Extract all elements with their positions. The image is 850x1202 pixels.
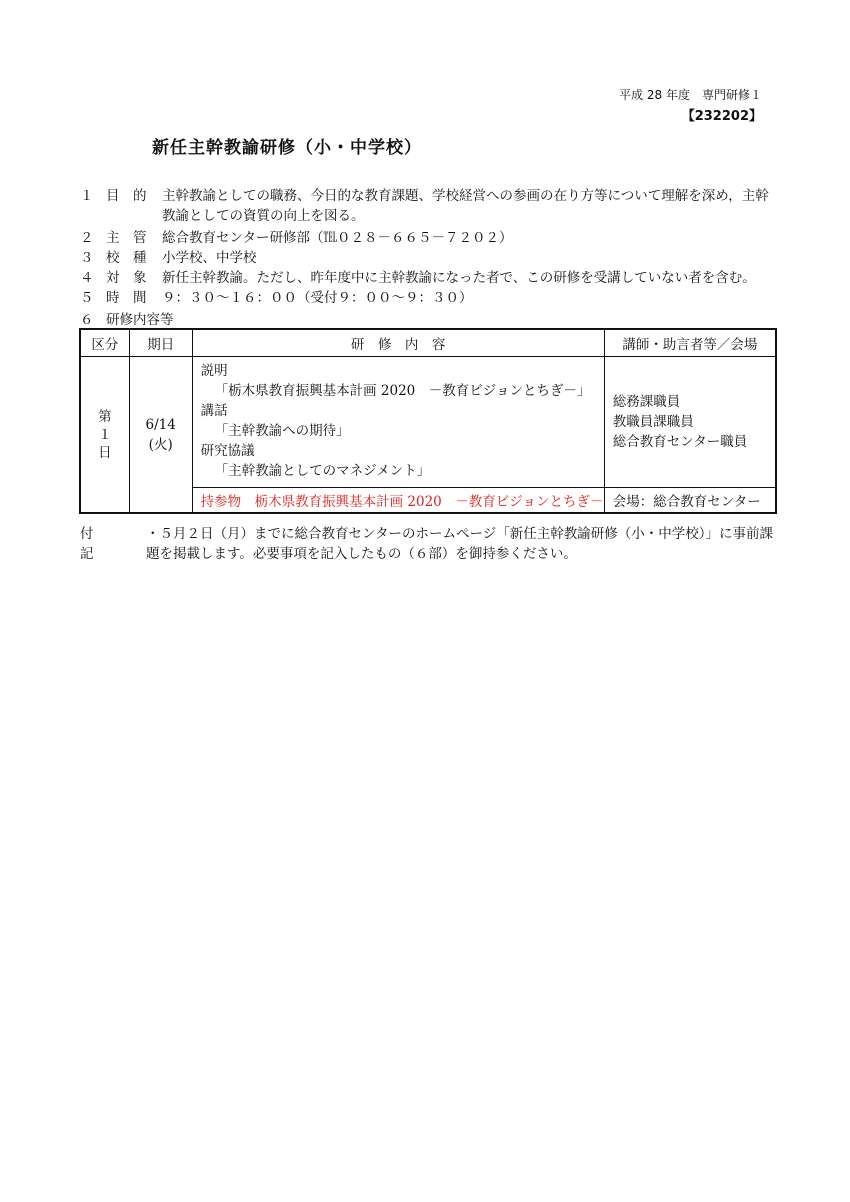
note-label: 付 記 <box>80 526 131 562</box>
item-text: 新任主幹教諭。ただし、昨年度中に主幹教諭になった者で、この研修を受講していない者を含む。 <box>162 270 756 286</box>
item-text: 主幹教諭としての職務、今日的な教育課題、学校経営への参画の在り方等について理解を深め，主幹教諭としての資質の向上を図る。 <box>162 188 769 224</box>
content-detail: 「栃木県教育振興基本計画 2020 －教育ビジョンとちぎ－」 <box>214 383 591 399</box>
item-label: 主 管 <box>106 230 147 246</box>
division-cell <box>80 357 129 514</box>
header-course-code: 【232202】 <box>681 109 762 124</box>
header-year-label: 平成 28 年度 専門研修１ <box>619 88 762 102</box>
item-number: １ <box>80 188 94 204</box>
lecturer-item: 総務課職員 <box>612 394 681 410</box>
content-heading: 研究協議 <box>200 443 255 459</box>
content-heading: 講話 <box>200 403 228 419</box>
content-heading: 説明 <box>200 363 228 379</box>
item-label: 研修内容等 <box>106 312 174 328</box>
header-content: 研 修 内 容 <box>192 329 604 357</box>
lecturer-item: 総合教育センター職員 <box>612 434 748 450</box>
schedule-table <box>79 328 777 514</box>
division-char: 日 <box>98 444 112 461</box>
item-time <box>80 288 780 308</box>
header-division: 区分 <box>80 329 129 357</box>
item-number: ４ <box>80 270 94 286</box>
item-text: ９：３０～１６：００（受付９：００～９：３０） <box>162 290 473 306</box>
item-number: ５ <box>80 290 94 306</box>
header-lecturers: 講師・助言者等／会場 <box>604 329 776 357</box>
table-row <box>80 357 776 488</box>
lecturer-item: 教職員課職員 <box>612 414 694 430</box>
item-label: 時 間 <box>106 290 147 306</box>
item-number: ２ <box>80 230 94 246</box>
venue-text: 会場：総合教育センター <box>604 488 776 514</box>
item-school-type <box>80 248 780 268</box>
weekday-value: (火) <box>148 436 173 453</box>
table-header-row <box>80 329 776 357</box>
content-detail: 「主幹教諭としてのマネジメント」 <box>214 463 431 479</box>
item-purpose <box>80 186 780 226</box>
header-date: 期日 <box>129 329 192 357</box>
content-detail: 「主幹教諭への期待」 <box>214 423 350 439</box>
content-cell <box>192 357 604 488</box>
item-number: ６ <box>80 312 94 328</box>
date-cell <box>129 357 192 514</box>
date-value: 6/14 <box>145 416 176 433</box>
page-title: 新任主幹教諭研修（小・中学校） <box>152 138 422 158</box>
note-text: ・５月２日（月）までに総合教育センターのホームページ「新任主幹教諭研修（小・中学校）」に事前課題を掲載します。必要事項を記入したもの（６部）を御持参ください。 <box>146 526 773 562</box>
item-text: 総合教育センター研修部（℡０２８－６６５－７２０２） <box>162 230 513 246</box>
belongings-text: 持参物 栃木県教育振興基本計画 2020 －教育ビジョンとちぎ－ <box>192 488 604 514</box>
item-label: 校 種 <box>106 250 147 266</box>
item-number: ３ <box>80 250 94 266</box>
division-char: 第 <box>98 408 112 425</box>
note-section <box>80 524 780 564</box>
lecturers-cell <box>604 357 776 488</box>
item-contents <box>80 310 780 330</box>
item-label: 目 的 <box>106 188 147 204</box>
item-target <box>80 268 780 288</box>
division-char: １ <box>98 426 112 443</box>
item-label: 対 象 <box>106 270 147 286</box>
item-organizer <box>80 228 780 248</box>
item-text: 小学校、中学校 <box>162 250 257 266</box>
